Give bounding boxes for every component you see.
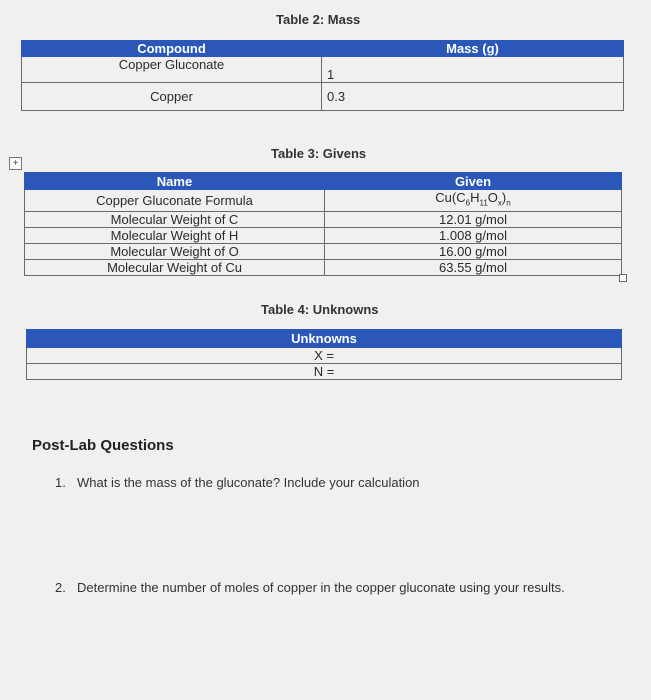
table-move-handle-icon[interactable]: + xyxy=(9,157,22,170)
formula-subscript: n xyxy=(506,198,511,208)
given-cell[interactable]: 1.008 g/mol xyxy=(325,227,622,243)
name-header: Name xyxy=(25,173,325,190)
table-row xyxy=(25,259,622,275)
table4-caption: Table 4: Unknowns xyxy=(261,302,379,317)
given-cell[interactable]: 63.55 g/mol xyxy=(325,259,622,275)
question-1 xyxy=(55,475,420,490)
question-text: What is the mass of the gluconate? Include your calculation xyxy=(77,475,420,490)
compound-cell: Copper xyxy=(22,83,322,111)
table-row xyxy=(25,211,622,227)
given-header: Given xyxy=(325,173,622,190)
table-row xyxy=(25,243,622,259)
name-cell: Copper Gluconate Formula xyxy=(25,190,325,212)
table2-caption: Table 2: Mass xyxy=(276,12,361,27)
name-cell: Molecular Weight of H xyxy=(25,227,325,243)
compound-cell: Copper Gluconate xyxy=(22,57,322,83)
formula-subscript: 11 xyxy=(479,198,488,208)
formula-subscript: 6 xyxy=(465,198,471,208)
unknown-cell[interactable]: X = xyxy=(27,348,622,364)
formula-part: H xyxy=(470,190,480,205)
mass-header: Mass (g) xyxy=(322,41,624,57)
name-cell: Molecular Weight of C xyxy=(25,211,325,227)
table-row xyxy=(27,364,622,380)
formula-part: O xyxy=(487,190,498,205)
givens-table-header xyxy=(25,173,622,190)
given-cell[interactable]: 16.00 g/mol xyxy=(325,243,622,259)
given-cell[interactable]: 12.01 g/mol xyxy=(325,211,622,227)
table-row xyxy=(25,190,622,212)
unknowns-table-header xyxy=(27,330,622,348)
mass-cell[interactable]: 0.3 xyxy=(322,83,624,111)
post-lab-heading: Post-Lab Questions xyxy=(32,437,174,454)
mass-table xyxy=(21,40,624,111)
unknowns-table xyxy=(26,329,622,380)
name-cell: Molecular Weight of Cu xyxy=(25,259,325,275)
givens-table xyxy=(24,172,622,276)
question-number: 2. xyxy=(55,580,66,595)
table-row xyxy=(22,83,624,111)
question-text: Determine the number of moles of copper in the copper gluconate using your results. xyxy=(77,580,565,595)
question-number: 1. xyxy=(55,475,66,490)
table-resize-handle-icon[interactable] xyxy=(619,274,627,282)
name-cell: Molecular Weight of O xyxy=(25,243,325,259)
compound-header: Compound xyxy=(22,41,322,57)
unknowns-header: Unknowns xyxy=(27,330,622,348)
table-row xyxy=(25,227,622,243)
formula-cell[interactable] xyxy=(325,190,622,212)
table-row xyxy=(22,57,624,83)
formula-subscript: x xyxy=(497,198,502,208)
mass-cell[interactable]: 1 xyxy=(322,57,624,83)
unknown-cell[interactable]: N = xyxy=(27,364,622,380)
formula-part: Cu(C xyxy=(435,190,466,205)
table3-caption: Table 3: Givens xyxy=(271,146,367,161)
mass-table-header xyxy=(22,41,624,57)
formula-part: ) xyxy=(501,190,507,205)
table-row xyxy=(27,348,622,364)
question-2 xyxy=(55,580,565,595)
